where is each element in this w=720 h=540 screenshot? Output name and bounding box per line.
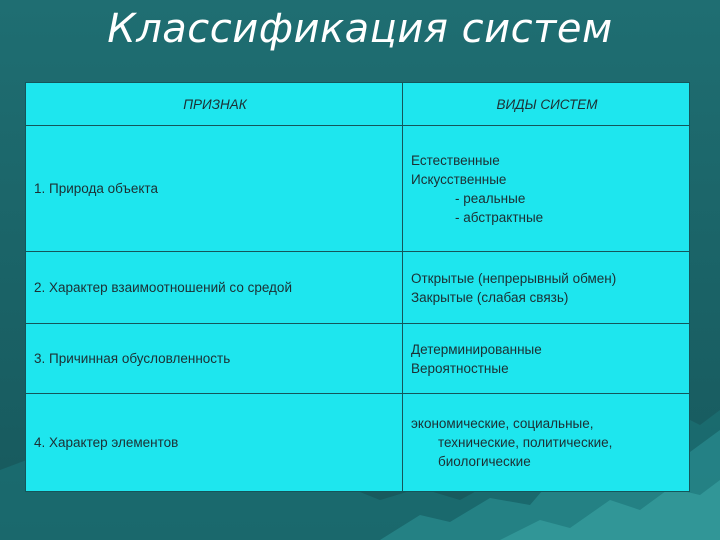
type-subitem: - реальные <box>455 190 526 206</box>
row-feature: 2. Характер взаимоотношений со средой <box>26 252 403 324</box>
type-item: Закрытые (слабая связь) <box>411 289 569 305</box>
type-item: Детерминированные <box>411 341 542 357</box>
type-item: экономические, социальные, <box>411 416 594 431</box>
type-item: биологические <box>438 454 531 469</box>
table-row <box>26 252 690 324</box>
type-item: Открытые (непрерывный обмен) <box>411 270 617 286</box>
type-subitem: - абстрактные <box>455 209 544 225</box>
row-types <box>403 126 690 252</box>
row-feature: 3. Причинная обусловленность <box>26 324 403 394</box>
table-row <box>26 324 690 394</box>
row-types <box>403 252 690 324</box>
row-feature: 1. Природа объекта <box>26 126 403 252</box>
type-item: технические, политические, <box>438 435 613 450</box>
classification-table <box>25 82 690 492</box>
header-types: ВИДЫ СИСТЕМ <box>403 83 690 126</box>
slide-title: Классификация систем <box>107 6 613 52</box>
type-item: Вероятностные <box>411 360 509 376</box>
table-header-row <box>26 83 690 126</box>
type-item: Искусственные <box>411 171 507 187</box>
header-feature: ПРИЗНАК <box>26 83 403 126</box>
row-feature: 4. Характер элементов <box>26 394 403 492</box>
table-row <box>26 126 690 252</box>
type-item: Естественные <box>411 152 500 168</box>
table-row <box>26 394 690 492</box>
row-types <box>403 324 690 394</box>
row-types <box>403 394 690 492</box>
